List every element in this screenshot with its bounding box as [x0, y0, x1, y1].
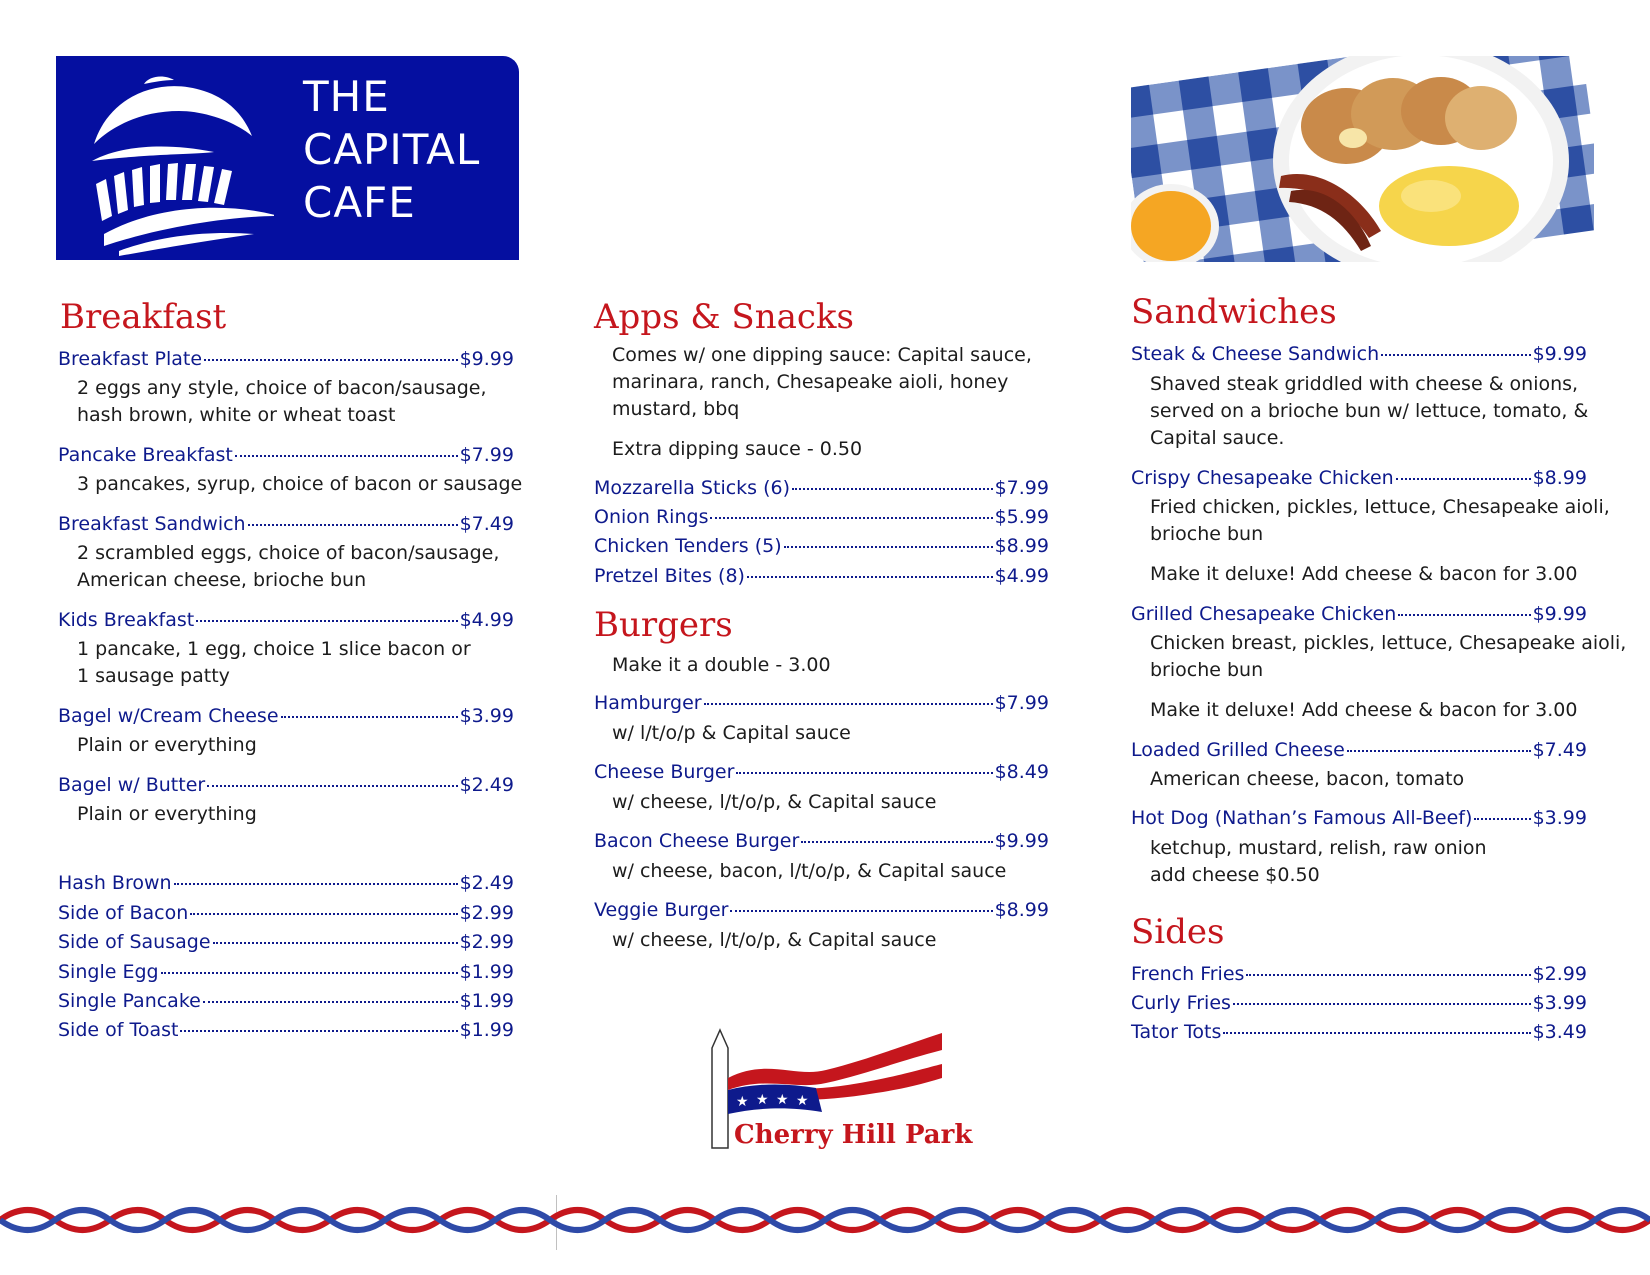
item-name: Veggie Burger: [594, 899, 729, 921]
item-description: w/ cheese, l/t/o/p, & Capital sauce: [612, 791, 937, 813]
breakfast-photo: [1131, 56, 1594, 262]
menu-item-crispy-chesapeake-chicken: [1131, 467, 1587, 490]
item-price: $7.99: [994, 692, 1049, 714]
item-extra: Make it deluxe! Add cheese & bacon for 3.00: [1150, 563, 1578, 585]
item-name: Steak & Cheese Sandwich: [1131, 343, 1380, 365]
item-price: $4.99: [994, 565, 1049, 587]
item-name: Onion Rings: [594, 506, 709, 528]
item-name: Bagel w/ Butter: [58, 774, 206, 796]
menu-item-pancake-breakfast: [58, 444, 514, 467]
item-price: $2.49: [459, 872, 514, 894]
side-item-hash-brown: [58, 872, 514, 895]
item-price: $3.99: [1532, 807, 1587, 829]
item-price: $9.99: [1532, 343, 1587, 365]
sides-title: Sides: [1131, 912, 1225, 952]
svg-text:★: ★: [736, 1094, 749, 1110]
item-name: Side of Bacon: [58, 902, 189, 924]
item-name: Grilled Chesapeake Chicken: [1131, 603, 1397, 625]
item-name: Bacon Cheese Burger: [594, 830, 800, 852]
item-name: Crispy Chesapeake Chicken: [1131, 467, 1394, 489]
item-description: w/ l/t/o/p & Capital sauce: [612, 722, 851, 744]
svg-text:★: ★: [756, 1092, 769, 1108]
item-price: $3.99: [1532, 992, 1587, 1014]
item-price: $2.99: [459, 931, 514, 953]
cafe-logo: [56, 56, 519, 260]
item-price: $9.99: [994, 830, 1049, 852]
item-price: $8.99: [1532, 467, 1587, 489]
item-name: Side of Sausage: [58, 931, 211, 953]
item-price: $1.99: [459, 961, 514, 983]
brand-line-3: CAFE: [303, 178, 416, 227]
item-name: Kids Breakfast: [58, 609, 195, 631]
item-name: Hamburger: [594, 692, 702, 714]
item-price: $8.49: [994, 761, 1049, 783]
burgers-title: Burgers: [594, 605, 733, 645]
item-price: $2.99: [1532, 963, 1587, 985]
item-description: 2 scrambled eggs, choice of bacon/sausage, American cheese, brioche bun: [77, 542, 500, 591]
item-name: Cheese Burger: [594, 761, 735, 783]
menu-item-breakfast-sandwich: [58, 513, 514, 536]
brand-line-1: THE: [303, 72, 390, 121]
item-name: French Fries: [1131, 963, 1245, 985]
item-name: Side of Toast: [58, 1019, 179, 1041]
menu-item-hamburger: [594, 692, 1049, 715]
item-name: Single Egg: [58, 961, 159, 983]
menu-item-onion-rings: [594, 506, 1049, 529]
menu-item-pretzel-bites: [594, 565, 1049, 588]
item-price: $3.49: [1532, 1021, 1587, 1043]
item-price: $1.99: [459, 1019, 514, 1041]
item-description: Shaved steak griddled with cheese & onions, served on a brioche bun w/ lettuce, tomato, & Capital sauce.: [1150, 373, 1589, 449]
item-price: $9.99: [1532, 603, 1587, 625]
item-name: Breakfast Sandwich: [58, 513, 246, 535]
menu-item-cheese-burger: [594, 761, 1049, 784]
park-logo-text: Cherry Hill Park: [734, 1120, 973, 1150]
item-description: ketchup, mustard, relish, raw onion add cheese $0.50: [1150, 837, 1487, 886]
apps-extra-sauce: Extra dipping sauce - 0.50: [612, 438, 863, 460]
item-price: $1.99: [459, 990, 514, 1012]
item-description: 2 eggs any style, choice of bacon/sausage, hash brown, white or wheat toast: [77, 377, 487, 426]
brand-line-2: CAPITAL: [303, 125, 481, 174]
menu-item-breakfast-plate: [58, 348, 514, 371]
item-name: Pretzel Bites (8): [594, 565, 745, 587]
item-price: $7.49: [459, 513, 514, 535]
side-item-bacon: [58, 902, 514, 925]
item-description: American cheese, bacon, tomato: [1150, 768, 1465, 790]
menu-item-bacon-cheese-burger: [594, 830, 1049, 853]
item-price: $2.49: [459, 774, 514, 796]
item-description: Plain or everything: [77, 734, 257, 756]
menu-item-chicken-tenders: [594, 535, 1049, 558]
braid-border-icon: [0, 1200, 1650, 1240]
menu-item-loaded-grilled-cheese: [1131, 739, 1587, 762]
item-price: $3.99: [459, 705, 514, 727]
item-price: $2.99: [459, 902, 514, 924]
svg-text:★: ★: [796, 1093, 809, 1109]
menu-item-mozzarella-sticks: [594, 477, 1049, 500]
menu-item-bagel-butter: [58, 774, 514, 797]
item-description: 1 pancake, 1 egg, choice 1 slice bacon or 1 sausage patty: [77, 638, 471, 687]
item-name: Curly Fries: [1131, 992, 1231, 1014]
menu-item-steak-cheese: [1131, 343, 1587, 366]
cherry-hill-park-logo: [706, 1028, 973, 1157]
item-price: $8.99: [994, 899, 1049, 921]
side-item-pancake: [58, 990, 514, 1013]
apps-note: Comes w/ one dipping sauce: Capital sauce, marinara, ranch, Chesapeake aioli, honey mustard, bbq: [612, 344, 1032, 420]
item-name: Bagel w/Cream Cheese: [58, 705, 279, 727]
item-name: Mozzarella Sticks (6): [594, 477, 791, 499]
menu-item-kids-breakfast: [58, 609, 514, 632]
side-item-french-fries: [1131, 963, 1587, 986]
item-description: w/ cheese, bacon, l/t/o/p, & Capital sauce: [612, 860, 1007, 882]
item-price: $5.99: [994, 506, 1049, 528]
item-description: 3 pancakes, syrup, choice of bacon or sausage: [77, 473, 523, 495]
item-price: $7.99: [994, 477, 1049, 499]
item-name: Breakfast Plate: [58, 348, 203, 370]
menu-item-veggie-burger: [594, 899, 1049, 922]
item-description: w/ cheese, l/t/o/p, & Capital sauce: [612, 929, 937, 951]
menu-item-hot-dog: [1131, 807, 1587, 830]
item-name: Hot Dog (Nathan’s Famous All-Beef): [1131, 807, 1473, 829]
item-name: Single Pancake: [58, 990, 201, 1012]
item-name: Tator Tots: [1131, 1021, 1222, 1043]
side-item-egg: [58, 961, 514, 984]
menu-item-grilled-chesapeake-chicken: [1131, 603, 1587, 626]
item-extra: Make it deluxe! Add cheese & bacon for 3.00: [1150, 699, 1578, 721]
item-description: Fried chicken, pickles, lettuce, Chesapeake aioli, brioche bun: [1150, 496, 1610, 545]
item-price: $8.99: [994, 535, 1049, 557]
side-item-tator-tots: [1131, 1021, 1587, 1044]
item-name: Hash Brown: [58, 872, 172, 894]
side-item-curly-fries: [1131, 992, 1587, 1015]
item-name: Chicken Tenders (5): [594, 535, 782, 557]
item-description: Plain or everything: [77, 803, 257, 825]
breakfast-title: Breakfast: [60, 297, 227, 337]
item-description: Chicken breast, pickles, lettuce, Chesapeake aioli, brioche bun: [1150, 632, 1627, 681]
burgers-note: Make it a double - 3.00: [612, 654, 831, 676]
item-price: $7.99: [459, 444, 514, 466]
capitol-dome-icon: [84, 66, 274, 256]
item-price: $7.49: [1532, 739, 1587, 761]
menu-item-bagel-cream-cheese: [58, 705, 514, 728]
side-item-toast: [58, 1019, 514, 1042]
apps-title: Apps & Snacks: [594, 297, 854, 337]
sandwiches-title: Sandwiches: [1131, 292, 1337, 332]
item-name: Pancake Breakfast: [58, 444, 233, 466]
side-item-sausage: [58, 931, 514, 954]
svg-text:★: ★: [776, 1092, 789, 1108]
item-name: Loaded Grilled Cheese: [1131, 739, 1345, 761]
item-price: $9.99: [459, 348, 514, 370]
item-price: $4.99: [459, 609, 514, 631]
